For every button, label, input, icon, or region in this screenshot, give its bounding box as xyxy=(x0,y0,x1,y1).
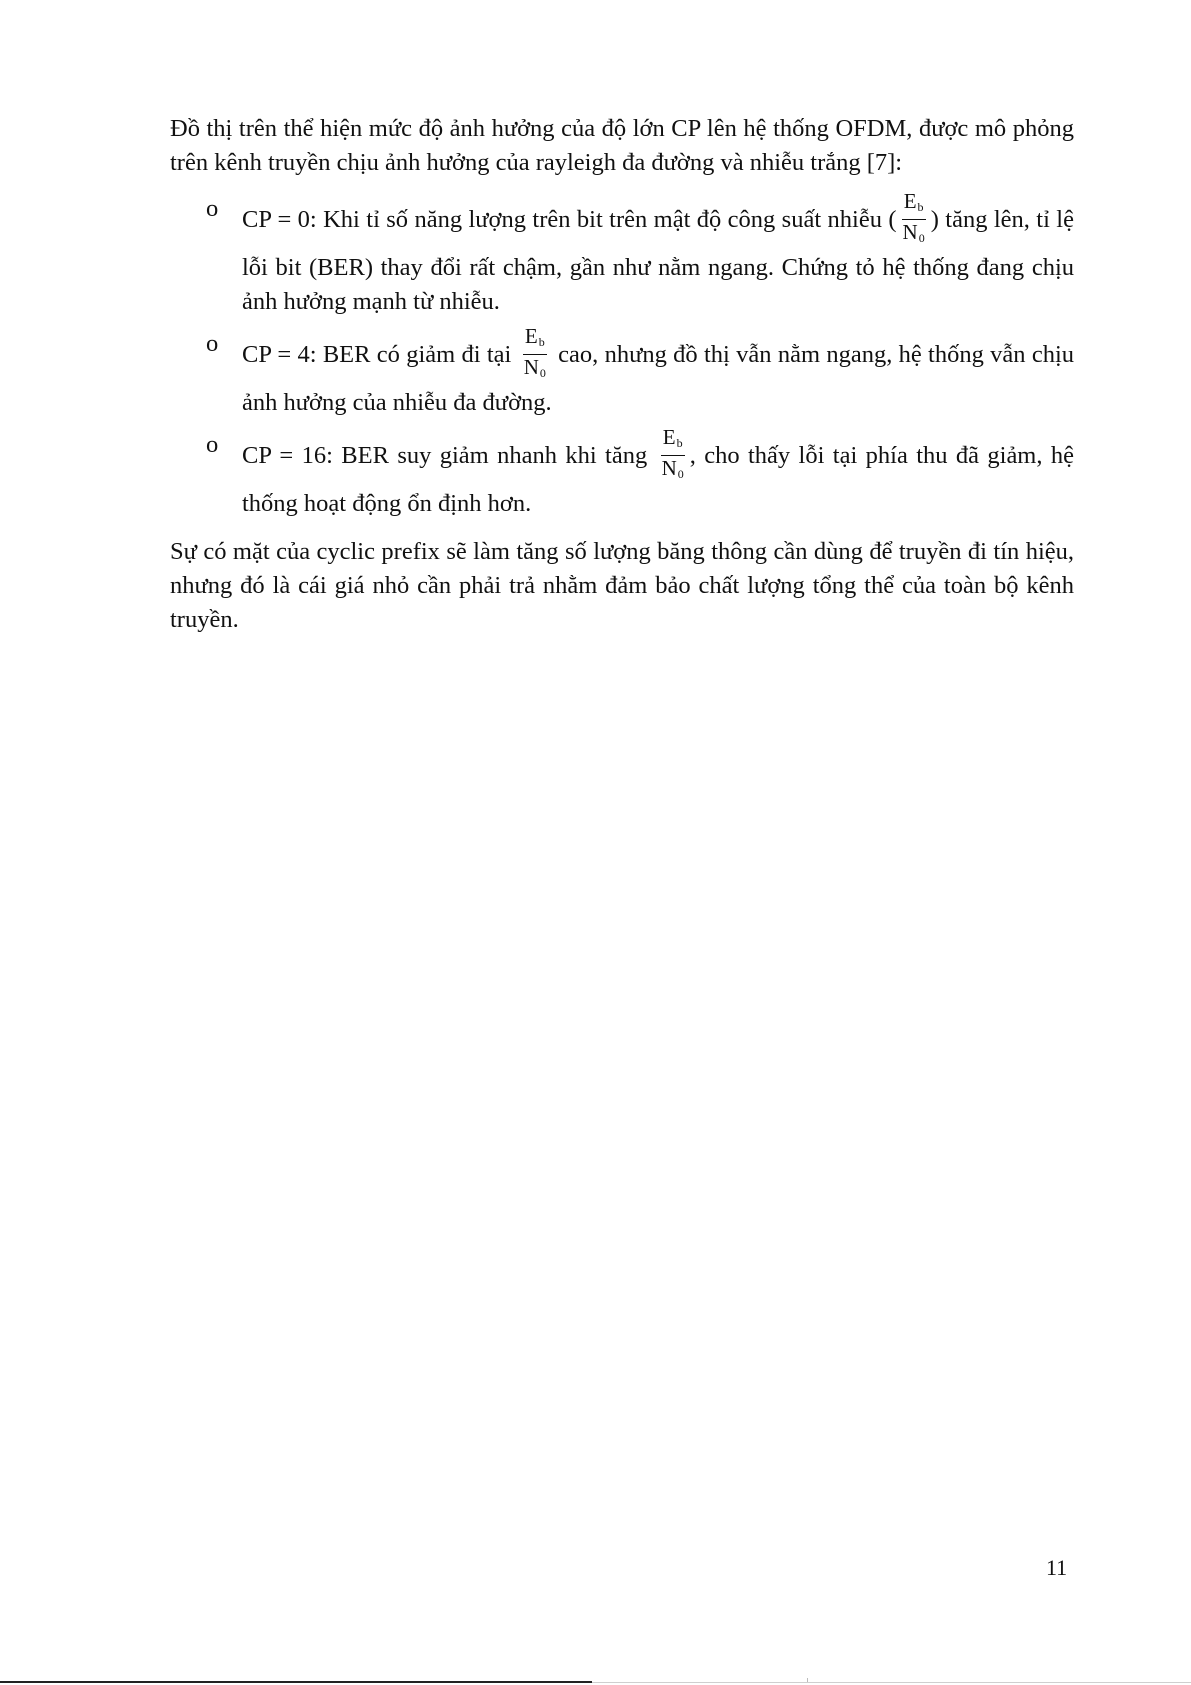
eb-n0-fraction xyxy=(660,426,686,485)
item-text-after: ) tăng lên, tỉ lệ lỗi bit (BER) thay đổi rất chậm, gần như nằm ngang. Chứng tỏ hệ thống đang chịu ảnh hưởng mạnh từ nhiễu. xyxy=(242,206,1074,315)
bullet-marker: o xyxy=(206,195,219,222)
fraction-denominator: N xyxy=(902,220,918,244)
fraction-numerator-subscript: b xyxy=(676,436,683,450)
footer-rule-left xyxy=(0,1681,592,1683)
intro-paragraph: Đồ thị trên thể hiện mức độ ảnh hưởng của độ lớn CP lên hệ thống OFDM, được mô phỏng trên kênh truyền chịu ảnh hưởng của rayleigh đa đường và nhiễu trắng [7]: xyxy=(170,115,1074,176)
item-text-after: , cho thấy lỗi tại phía thu đã giảm, hệ thống hoạt động ổn định hơn. xyxy=(242,442,1074,517)
conclusion-paragraph: Sự có mặt của cyclic prefix sẽ làm tăng số lượng băng thông cần dùng để truyền đi tín hiệu, nhưng đó là cái giá nhỏ cần phải trả nhằm đảm bảo chất lượng tổng thể của toàn bộ kênh truyền. xyxy=(170,538,1074,633)
fraction-denominator: N xyxy=(523,355,539,379)
fraction-numerator: E xyxy=(903,189,917,213)
footer-tick-mark xyxy=(807,1678,808,1682)
document-body xyxy=(170,112,1074,637)
fraction-numerator: E xyxy=(524,324,538,348)
list-item-cp4 xyxy=(170,324,1075,420)
fraction-denominator-subscript: 0 xyxy=(918,231,925,245)
cp-bullet-list xyxy=(170,189,1075,521)
page-number: 11 xyxy=(1046,1555,1068,1580)
fraction-numerator: E xyxy=(662,425,676,449)
item-text-after: cao, nhưng đồ thị vẫn nằm ngang, hệ thống vẫn chịu ảnh hưởng của nhiễu đa đường. xyxy=(242,341,1075,416)
fraction-denominator-subscript: 0 xyxy=(677,467,684,481)
item-text-before: CP = 0: Khi tỉ số năng lượng trên bit trên mật độ công suất nhiễu ( xyxy=(242,206,897,234)
list-item-cp0 xyxy=(170,189,1074,319)
eb-n0-fraction xyxy=(901,190,927,249)
bullet-marker: o xyxy=(206,431,219,458)
eb-n0-fraction xyxy=(522,325,548,384)
fraction-numerator-subscript: b xyxy=(917,200,924,214)
fraction-denominator: N xyxy=(661,456,677,480)
item-text-before: CP = 16: BER suy giảm nhanh khi tăng xyxy=(242,442,648,470)
item-text-before: CP = 4: BER có giảm đi tại xyxy=(242,341,512,369)
list-item-cp16 xyxy=(170,425,1074,521)
footer-rule-right xyxy=(592,1682,1191,1683)
fraction-numerator-subscript: b xyxy=(538,335,545,349)
fraction-denominator-subscript: 0 xyxy=(539,366,546,380)
bullet-marker: o xyxy=(206,330,219,357)
